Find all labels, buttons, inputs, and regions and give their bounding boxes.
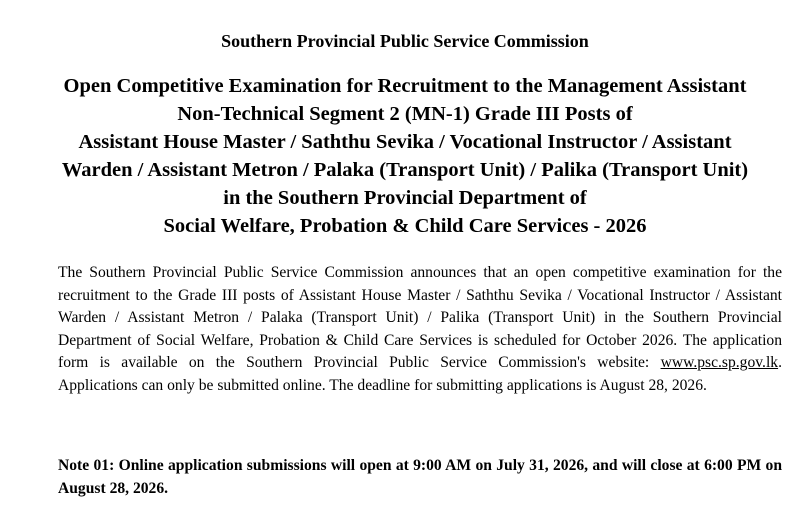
title-line: Social Welfare, Probation & Child Care Services - 2026 bbox=[163, 215, 647, 237]
title-line: Non-Technical Segment 2 (MN-1) Grade III Posts of bbox=[177, 103, 633, 125]
announcement-paragraph bbox=[58, 262, 782, 397]
title-line: Open Competitive Examination for Recruitment to the Management Assistant bbox=[63, 75, 747, 97]
announcement-text: The Southern Provincial Public Service Commission announces that an open competitive examination for the recruitment to the Grade III posts of Assistant House Master / Saththu Sevika / Vocational Instructor / Assistant Warden / Assistant Metron / Palaka (Transport Unit) / Palika (Transport Unit) in the Southern Provincial Department of Social Welfare, Probation & Child Care Services is scheduled for October 2026. The application form is available on the Southern Provincial Public Service Commission's website: bbox=[58, 264, 782, 371]
notice-title bbox=[0, 72, 810, 240]
website-link[interactable]: www.psc.sp.gov.lk bbox=[660, 354, 779, 371]
note-paragraph: Note 01: Online application submissions will open at 9:00 AM on July 31, 2026, and will close at 6:00 PM on August 28, 2026. bbox=[58, 457, 782, 497]
title-line: Warden / Assistant Metron / Palaka (Transport Unit) / Palika (Transport Unit) bbox=[61, 159, 749, 181]
title-line: in the Southern Provincial Department of bbox=[223, 187, 587, 209]
organization-heading: Southern Provincial Public Service Commission bbox=[221, 31, 589, 51]
title-line: Assistant House Master / Saththu Sevika / Vocational Instructor / Assistant bbox=[78, 131, 732, 153]
announcement-text-end: . Applications can only be submitted online. The deadline for submitting applications is August 28, 2026. bbox=[58, 354, 782, 394]
